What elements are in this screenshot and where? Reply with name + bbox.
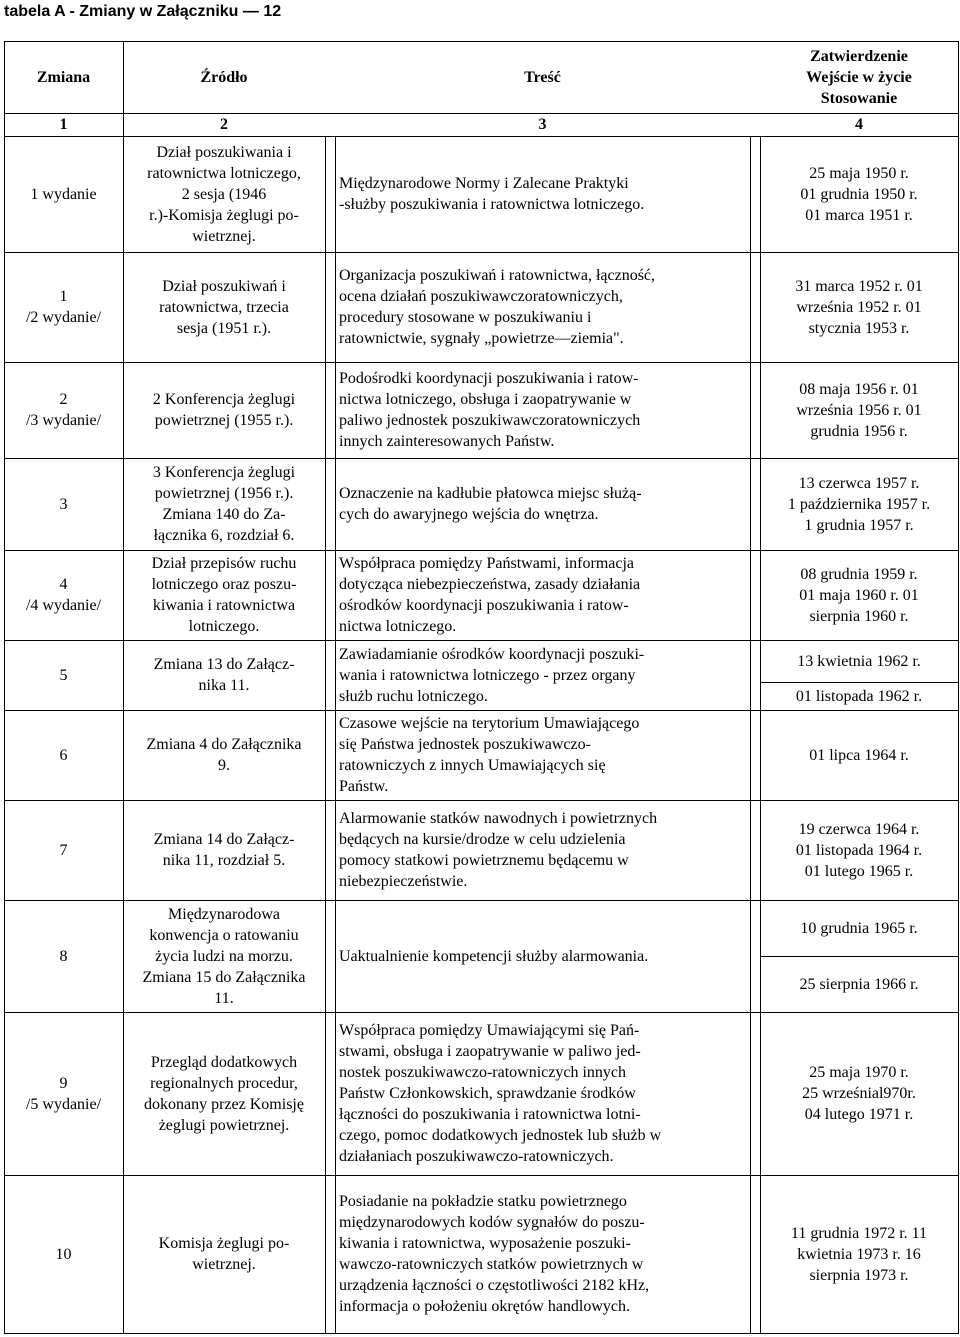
r4-zrodlo-line: Zmiana 140 do Za- <box>162 506 286 523</box>
r1-zrodlo-line: 2 sesja (1946 <box>181 185 267 203</box>
r10-zmiana-line: /5 wydanie/ <box>25 1095 102 1113</box>
r11-tresc-line: międzynarodowych kodów sygnałów do poszu- <box>339 1214 645 1231</box>
r2-zrodlo <box>123 252 325 362</box>
r9-zrodlo-line: życia ludzi na morzu. <box>155 947 293 965</box>
r2-zrodlo-line: Dział poszukiwań i <box>162 277 286 295</box>
r5-tresc-line: nictwa lotniczego. <box>339 618 457 635</box>
r2-daty-line: września 1952 r. 01 <box>796 298 922 316</box>
r10-daty-line: 25 wrześnial970r. <box>802 1085 916 1102</box>
r9-daty-a-line: 10 grudnia 1965 r. <box>800 919 918 937</box>
r3-zrodlo <box>123 362 325 458</box>
r10-daty-line: 04 lutego 1971 r. <box>804 1106 914 1123</box>
r4-daty <box>760 458 958 550</box>
r11-daty-line: sierpnia 1973 r. <box>809 1266 909 1284</box>
r10-zmiana <box>4 1012 123 1175</box>
r8-tresc <box>335 800 750 900</box>
r1-zmiana <box>4 136 123 252</box>
r6-daty-a <box>760 640 958 682</box>
r7-tresc-line: Czasowe wejście na terytorium Umawiającego <box>339 715 640 732</box>
r5-tresc-line: Współpraca pomiędzy Państwami, informacja <box>339 555 635 572</box>
r7-tresc-line: ratowniczych z innych Umawiających się <box>339 757 606 774</box>
r11-daty-line: kwietnia 1973 r. 16 <box>797 1245 921 1263</box>
r10-tresc-line: Współpraca pomiędzy Umawiającymi się Pań- <box>339 1022 640 1039</box>
r10-zrodlo <box>123 1012 325 1175</box>
r11-zrodlo-line: Komisja żeglugi po- <box>158 1235 290 1252</box>
r5-daty <box>760 550 958 640</box>
r2-zmiana-line: 1 <box>59 288 68 305</box>
r9-zmiana <box>4 900 123 1012</box>
colnum-3-line: 3 <box>538 116 547 133</box>
r3-daty <box>760 362 958 458</box>
r5-zrodlo-line: lotniczego. <box>188 618 260 635</box>
r2-zrodlo-line: sesja (1951 r.). <box>176 319 272 337</box>
r8-daty-line: 19 czerwca 1964 r. <box>798 820 920 838</box>
r9-zrodlo-line: 11. <box>214 989 234 1007</box>
r11-daty <box>760 1175 958 1333</box>
r8-zrodlo <box>123 800 325 900</box>
r5-zrodlo-line: kiwania i ratownictwa <box>152 597 296 614</box>
r11-tresc-line: Posiadanie na pokładzie statku powietrznego <box>339 1193 627 1210</box>
r3-zmiana-line: /3 wydanie/ <box>25 412 102 429</box>
r1-zrodlo <box>123 136 325 252</box>
r6-zmiana <box>4 640 123 710</box>
r7-tresc-line: Państw. <box>339 778 389 795</box>
r11-zrodlo <box>123 1175 325 1333</box>
r1-zrodlo-line: ratownictwa lotniczego, <box>147 164 301 182</box>
r4-zmiana-line: 3 <box>59 495 68 513</box>
r6-zmiana-line: 5 <box>59 666 68 684</box>
r9-zrodlo-line: Międzynarodowa <box>168 905 280 923</box>
r10-daty <box>760 1012 958 1175</box>
r2-tresc <box>335 252 750 362</box>
r6-zrodlo-line: Zmiana 13 do Załącz- <box>153 656 295 673</box>
colnum-4-line: 4 <box>855 116 863 133</box>
r5-zmiana-line: /4 wydanie/ <box>25 597 102 614</box>
r7-daty <box>760 710 958 800</box>
r8-tresc-line: niebezpieczeństwie. <box>339 873 468 890</box>
r1-zrodlo-line: Dział poszukiwania i <box>156 143 292 161</box>
header-daty-line: Stosowanie <box>820 89 898 107</box>
header-zrodlo-line: Źródło <box>200 68 248 86</box>
r10-tresc-line: czego, pomoc dodatkowych jednostek lub służb w <box>339 1127 662 1144</box>
r5-tresc <box>335 550 750 640</box>
r6-daty-b <box>760 682 958 710</box>
r10-tresc-line: Państw Członkowskich, sprawdzanie środków <box>339 1085 636 1102</box>
r6-zrodlo <box>123 640 325 710</box>
r5-daty-line: 01 maja 1960 r. 01 <box>799 586 919 604</box>
r10-tresc <box>335 1012 750 1175</box>
r5-zmiana-line: 4 <box>59 576 68 593</box>
r5-zrodlo-line: lotniczego oraz poszu- <box>151 576 297 593</box>
r9-daty-b <box>760 956 958 1012</box>
header-daty-line: Wejście w życie <box>806 68 912 86</box>
r7-tresc <box>335 710 750 800</box>
r2-tresc-line: ratownictwie, sygnały „powietrze—ziemia". <box>339 330 624 347</box>
header-daty <box>760 41 958 113</box>
r3-zrodlo-line: powietrznej (1955 r.). <box>154 412 294 429</box>
colnum-2 <box>123 113 325 136</box>
header-tresc-line: Treść <box>524 68 561 86</box>
r1-tresc-line: -służby poszukiwania i ratownictwa lotniczego. <box>339 196 645 213</box>
r3-zmiana-line: 2 <box>59 391 68 408</box>
r5-zrodlo <box>123 550 325 640</box>
column-separator <box>325 136 326 1333</box>
r3-tresc-line: paliwo jednostek poszukiwawczoratowniczych <box>339 412 641 429</box>
table-border-right <box>958 41 959 1334</box>
table-caption: tabela A - Zmiany w Załączniku — 12 <box>4 3 282 20</box>
r4-daty-line: 13 czerwca 1957 r. <box>798 474 920 492</box>
colnum-1 <box>4 113 123 136</box>
r3-tresc <box>335 362 750 458</box>
r7-zmiana <box>4 710 123 800</box>
header-tresc <box>335 41 750 113</box>
r4-zrodlo-line: 3 Konferencja żeglugi <box>152 464 296 481</box>
r8-zmiana-line: 7 <box>59 841 68 859</box>
r5-tresc-line: dotycząca niebezpieczeństwa, zasady działania <box>339 576 641 593</box>
r11-tresc <box>335 1175 750 1333</box>
r7-tresc-line: się Państwa jednostek poszukiwawczo- <box>339 736 591 753</box>
r2-daty-line: 31 marca 1952 r. 01 <box>795 277 923 295</box>
r10-zrodlo-line: Przegląd dodatkowych <box>150 1053 298 1071</box>
colnum-1-line: 1 <box>59 116 68 133</box>
r4-zrodlo <box>123 458 325 550</box>
r1-zmiana-line: 1 wydanie <box>30 185 97 203</box>
r9-daty-a <box>760 900 958 956</box>
r4-zrodlo-line: łącznika 6, rozdział 6. <box>153 527 295 544</box>
r7-daty-line: 01 lipca 1964 r. <box>809 746 909 764</box>
r11-zmiana-line: 10 <box>55 1245 72 1263</box>
r2-daty-line: stycznia 1953 r. <box>808 319 910 337</box>
r1-daty-line: 01 marca 1951 r. <box>805 206 913 224</box>
r10-zrodlo-line: żeglugi powietrznej. <box>158 1116 290 1134</box>
r3-zrodlo-line: 2 Konferencja żeglugi <box>152 391 296 408</box>
r6-daty-b-line: 01 listopada 1962 r. <box>795 687 923 705</box>
r11-tresc-line: urządzenia łączności o częstotliwości 2182 kHz, <box>339 1277 650 1294</box>
r1-daty-line: 25 maja 1950 r. <box>809 164 909 182</box>
r2-tresc-line: procedury stosowane w poszukiwaniu i <box>339 309 592 326</box>
r2-tresc-line: ocena działań poszukiwawczoratowniczych, <box>339 288 623 305</box>
r2-tresc-line: Organizacja poszukiwań i ratownictwa, łączność, <box>339 267 656 284</box>
header-daty-line: Zatwierdzenie <box>810 47 908 65</box>
colnum-2-line: 2 <box>220 116 228 133</box>
r11-daty-line: 11 grudnia 1972 r. 11 <box>790 1224 928 1242</box>
r11-tresc-line: kiwania i ratownictwa, wyposażenie poszuki- <box>339 1235 631 1252</box>
r1-tresc <box>335 136 750 252</box>
r6-tresc-line: służb ruchu lotniczego. <box>339 687 488 705</box>
r4-daty-line: 1 grudnia 1957 r. <box>804 516 914 534</box>
r3-daty-line: grudnia 1956 r. <box>810 422 908 440</box>
r3-tresc-line: Podośrodki koordynacji poszukiwania i ratow- <box>339 370 639 387</box>
header-zmiana-line: Zmiana <box>36 68 91 86</box>
column-separator <box>750 136 751 1333</box>
r6-tresc-line: Zawiadamianie ośrodków koordynacji poszuki- <box>339 645 645 663</box>
colnum-3 <box>335 113 750 136</box>
r3-daty-line: września 1956 r. 01 <box>796 401 922 419</box>
r1-daty <box>760 136 958 252</box>
r4-tresc <box>335 458 750 550</box>
r2-daty <box>760 252 958 362</box>
r5-daty-line: sierpnia 1960 r. <box>809 607 909 625</box>
r8-daty-line: 01 listopada 1964 r. <box>795 841 923 859</box>
r8-zmiana <box>4 800 123 900</box>
table-border-bottom <box>4 1333 958 1334</box>
r8-daty-line: 01 lutego 1965 r. <box>804 862 914 880</box>
r9-zrodlo-line: Zmiana 15 do Załącznika <box>142 968 306 986</box>
r8-daty <box>760 800 958 900</box>
r6-zrodlo-line: nika 11. <box>198 677 250 694</box>
r10-zrodlo-line: dokonany przez Komisję <box>144 1095 304 1113</box>
r10-tresc-line: łączności do poszukiwania i ratownictwa lotni- <box>339 1106 641 1123</box>
r1-zrodlo-line: wietrznej. <box>192 227 256 245</box>
r11-zmiana <box>4 1175 123 1333</box>
r9-zrodlo-line: konwencja o ratowaniu <box>149 926 299 944</box>
r10-zrodlo-line: regionalnych procedur, <box>150 1074 298 1092</box>
r6-tresc-line: wania i ratownictwa lotniczego - przez organy <box>339 666 636 684</box>
r5-zmiana <box>4 550 123 640</box>
r8-tresc-line: Alarmowanie statków nawodnych i powietrznych <box>339 810 658 827</box>
r4-daty-line: 1 października 1957 r. <box>787 495 931 513</box>
r11-zrodlo-line: wietrznej. <box>192 1256 256 1273</box>
header-zmiana <box>4 41 123 113</box>
r1-zrodlo-line: r.)-Komisja żeglugi po- <box>149 206 299 224</box>
r10-tresc-line: stwami, obsługa i zaopatrywanie w paliwo jed- <box>339 1043 641 1060</box>
r6-tresc <box>335 640 750 710</box>
r2-zrodlo-line: ratownictwa, trzecia <box>159 298 289 316</box>
r3-tresc-line: innych zainteresowanych Państw. <box>339 433 555 450</box>
r7-zrodlo-line: Zmiana 4 do Załącznika <box>146 736 302 753</box>
r8-zrodlo-line: Zmiana 14 do Załącz- <box>153 831 295 848</box>
r7-zrodlo-line: 9. <box>218 757 230 774</box>
r3-tresc-line: nictwa lotniczego, obsługa i zaopatrywanie w <box>339 391 632 408</box>
r4-zrodlo-line: powietrznej (1956 r.). <box>154 485 294 502</box>
r11-tresc-line: wawczo-ratowniczych statków powietrznych w <box>339 1256 644 1273</box>
r3-zmiana <box>4 362 123 458</box>
r7-zrodlo <box>123 710 325 800</box>
r5-daty-line: 08 grudnia 1959 r. <box>800 565 918 583</box>
r1-tresc-line: Międzynarodowe Normy i Zalecane Praktyki <box>339 175 629 192</box>
r10-tresc-line: nostek poszukiwawczo-ratowniczych innych <box>339 1064 627 1081</box>
r6-daty-a-line: 13 kwietnia 1962 r. <box>797 652 921 670</box>
r10-zmiana-line: 9 <box>59 1074 68 1092</box>
r8-zrodlo-line: nika 11, rozdział 5. <box>162 852 286 869</box>
r4-tresc-line: Oznaczenie na kadłubie płatowca miejsc służą- <box>339 485 642 502</box>
colnum-4 <box>760 113 958 136</box>
r9-daty-b-line: 25 sierpnia 1966 r. <box>799 975 919 993</box>
r9-tresc <box>335 900 750 1012</box>
r5-zrodlo-line: Dział przepisów ruchu <box>151 555 297 572</box>
r9-zrodlo <box>123 900 325 1012</box>
header-zrodlo <box>123 41 325 113</box>
r8-tresc-line: pomocy statkowi powietrznemu będącemu w <box>339 852 629 869</box>
r2-zmiana-line: /2 wydanie/ <box>25 309 102 326</box>
r4-zmiana <box>4 458 123 550</box>
r7-zmiana-line: 6 <box>59 746 68 764</box>
r4-tresc-line: cych do awaryjnego wejścia do wnętrza. <box>339 506 599 523</box>
r9-zmiana-line: 8 <box>59 947 68 965</box>
r5-tresc-line: ośrodków koordynacji poszukiwania i ratow- <box>339 597 629 614</box>
r11-tresc-line: informacja o położeniu okrętów handlowych. <box>339 1298 631 1315</box>
r3-daty-line: 08 maja 1956 r. 01 <box>799 380 919 398</box>
r1-daty-line: 01 grudnia 1950 r. <box>800 185 918 203</box>
r2-zmiana <box>4 252 123 362</box>
r10-tresc-line: działaniach poszukiwawczo-ratowniczych. <box>339 1148 614 1165</box>
r9-tresc-line: Uaktualnienie kompetencji służby alarmowania. <box>339 947 649 965</box>
r8-tresc-line: będących na kursie/drodze w celu udzielenia <box>339 831 626 848</box>
r10-daty-line: 25 maja 1970 r. <box>809 1064 909 1081</box>
column-separator <box>123 41 124 136</box>
